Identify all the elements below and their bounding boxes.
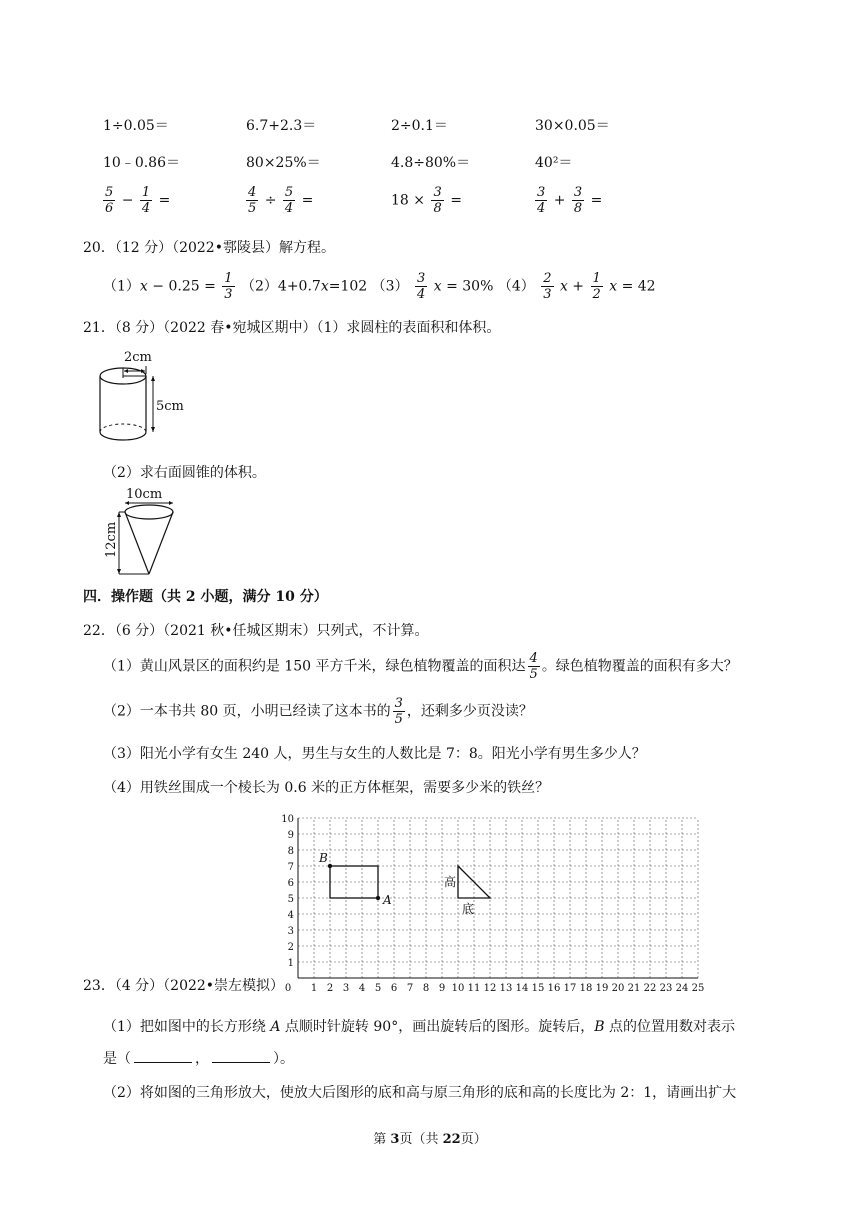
calc-item: 30×0.05＝: [535, 118, 610, 134]
x-tick-label: 21: [627, 983, 641, 994]
cylinder-radius-label: 2cm: [124, 350, 152, 365]
q22-sub2: （2）一本书共 80 页，小明已经读了这本书的 $\frac{3}{5}$ ，还剩多少页没读？: [103, 696, 533, 727]
q22-title: 22．（6 分）（2021 秋•任城区期末）只列式，不计算。: [83, 623, 429, 639]
calc-item: 1÷0.05＝: [103, 118, 169, 134]
x-tick-label: 20: [611, 983, 625, 994]
x-tick-label: 13: [499, 983, 513, 994]
triangle-base-label: 底: [462, 902, 475, 916]
cone-figure: [104, 484, 180, 578]
cone-diameter-label: 10cm: [126, 487, 163, 502]
q22-sub3: （3）阳光小学有女生 240 人，男生与女生的人数比是 7：8。阳光小学有男生多少人？: [103, 746, 646, 762]
triangle-height-label: 高: [444, 875, 457, 889]
calc-item: 2÷0.1＝: [391, 118, 448, 134]
q23-title: 23．（4 分）（2022•崇左模拟）: [83, 978, 285, 994]
x-tick-label: 19: [595, 983, 609, 994]
x-tick-label: 1: [310, 983, 318, 994]
x-tick-label: 0: [284, 983, 292, 994]
q21-title: 21．（8 分）（2022 春•宛城区期中）（1）求圆柱的表面积和体积。: [83, 320, 501, 336]
x-tick-label: 5: [374, 983, 382, 994]
x-tick-label: 16: [547, 983, 561, 994]
x-tick-label: 18: [579, 983, 593, 994]
frac-calc-b: $\frac{4}{5}$ ÷ $\frac{5}{4}$ =: [248, 185, 314, 216]
cylinder-height-label: 5cm: [156, 399, 184, 414]
q20-equations: （1）x − 0.25 = $\frac{1}{3}$ （2）4+0.7x=102 （3） $\frac{3}{4}$ x = 30% （4） $\frac{2}{3}$ x + $\frac{1}{2}$ x = 42: [103, 271, 656, 302]
x-tick-label: 25: [691, 983, 705, 994]
y-tick-label: 10: [281, 814, 294, 825]
x-tick-label: 9: [438, 983, 446, 994]
point-b-label: B: [319, 851, 328, 865]
y-tick-label: 5: [287, 894, 294, 905]
x-tick-label: 10: [451, 983, 465, 994]
q22-sub1: （1）黄山风景区的面积约是 150 平方千米，绿色植物覆盖的面积达 $\frac{4}{5}$ 。绿色植物覆盖的面积有多大？: [103, 651, 738, 682]
y-tick-label: 4: [287, 910, 294, 921]
q23-sub1-line1: （1）把如图中的长方形绕 A 点顺时针旋转 90°，画出旋转后的图形。旋转后，B 点的位置用数对表示: [103, 1019, 735, 1035]
frac-calc-c: 18 × $\frac{3}{8}$ =: [391, 185, 462, 216]
x-tick-label: 24: [675, 983, 689, 994]
x-tick-label: 3: [342, 983, 350, 994]
y-tick-label: 6: [287, 878, 294, 889]
x-tick-label: 7: [406, 983, 414, 994]
cylinder-figure: [98, 344, 190, 444]
point-a: [376, 896, 380, 900]
coordinate-grid: [278, 808, 704, 992]
q20-title: 20．（12 分）（2022•鄠陵县）解方程。: [83, 240, 335, 256]
page-footer: 第 3页（共 22页）: [373, 1132, 487, 1147]
calc-item: 10﹣0.86＝: [103, 155, 180, 171]
q23-sub2: （2）将如图的三角形放大，使放大后图形的底和高与原三角形的底和高的长度比为 2：1，请画出扩大: [103, 1085, 737, 1101]
section-heading: 四．操作题（共 2 小题，满分 10 分）: [83, 589, 328, 605]
y-tick-label: 2: [287, 942, 294, 953]
x-tick-label: 6: [390, 983, 398, 994]
cone-height-label: 12cm: [104, 521, 119, 558]
x-tick-label: 14: [515, 983, 529, 994]
q23-sub1-line2: 是（ ， ）。: [103, 1051, 294, 1067]
calc-item: 6.7+2.3＝: [246, 118, 317, 134]
answer-blank[interactable]: [134, 1050, 192, 1063]
point-a-label: A: [383, 893, 392, 907]
frac-calc-d: $\frac{3}{4}$ + $\frac{3}{8}$ =: [537, 185, 603, 216]
y-tick-label: 7: [287, 862, 294, 873]
q21-sub2: （2）求右面圆锥的体积。: [103, 465, 266, 481]
x-tick-label: 11: [467, 983, 481, 994]
calc-item: 4.8÷80%＝: [391, 155, 471, 171]
y-tick-label: 9: [287, 830, 294, 841]
x-tick-label: 8: [422, 983, 430, 994]
point-b: [328, 864, 332, 868]
q22-sub4: （4）用铁丝围成一个棱长为 0.6 米的正方体框架，需要多少米的铁丝？: [103, 780, 550, 796]
x-tick-label: 15: [531, 983, 545, 994]
x-tick-label: 2: [326, 983, 334, 994]
y-tick-label: 1: [287, 958, 294, 969]
calc-item: 80×25%＝: [246, 155, 321, 171]
y-tick-label: 8: [287, 846, 294, 857]
x-tick-label: 22: [643, 983, 657, 994]
frac-calc-a: $\frac{5}{6}$ − $\frac{1}{4}$ =: [105, 185, 171, 216]
y-tick-label: 3: [287, 926, 294, 937]
x-tick-label: 17: [563, 983, 577, 994]
calc-item: 40²＝: [535, 155, 573, 171]
x-tick-label: 12: [483, 983, 497, 994]
x-tick-label: 23: [659, 983, 673, 994]
x-tick-label: 4: [358, 983, 366, 994]
answer-blank[interactable]: [212, 1050, 270, 1063]
